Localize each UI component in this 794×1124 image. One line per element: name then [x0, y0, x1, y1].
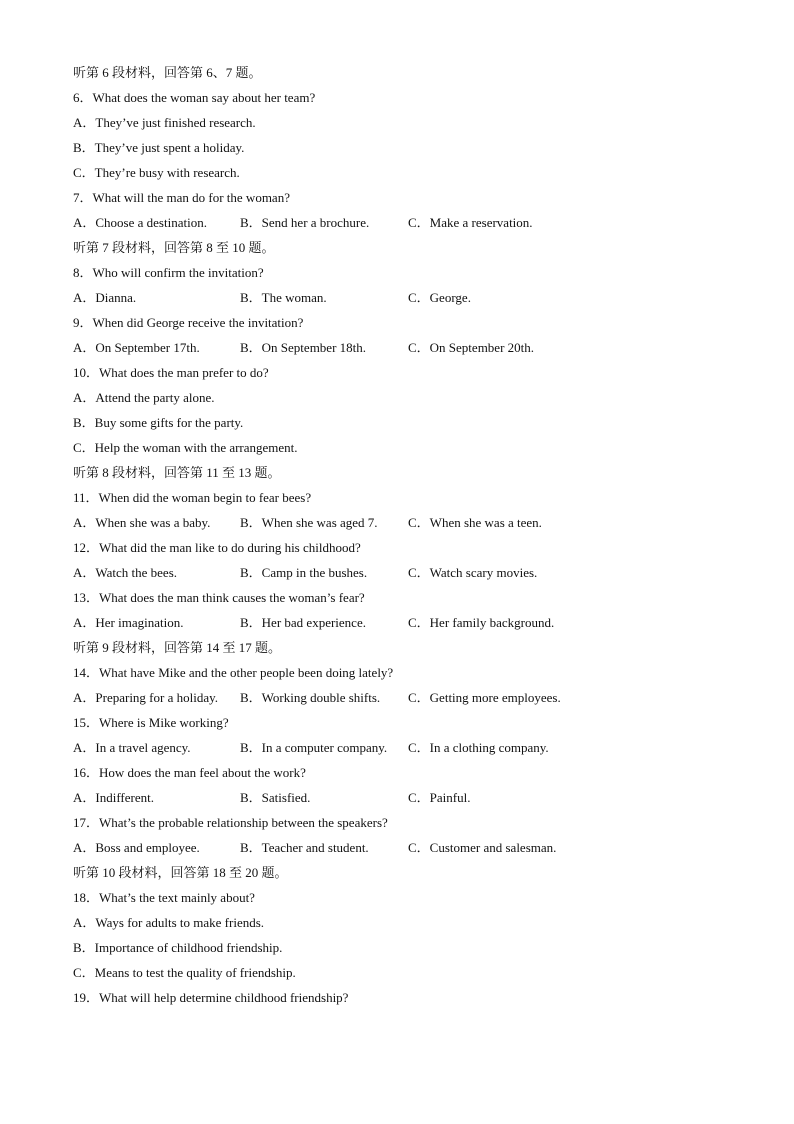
option-b: B．When she was aged 7.	[240, 515, 378, 530]
option-a: A．Watch the bees.	[73, 565, 178, 580]
option-line: B．Importance of childhood friendship.	[73, 940, 283, 955]
option-c: C．George.	[408, 290, 471, 305]
option-row	[73, 839, 773, 857]
section-heading: 听第 7 段材料，回答第 8 至 10 题。	[73, 240, 275, 255]
question-text: 6．What does the woman say about her team?	[73, 90, 316, 105]
question-text: 17．What’s the probable relationship between the speakers?	[73, 815, 388, 830]
question-text: 13．What does the man think causes the woman’s fear?	[73, 590, 365, 605]
question-text: 11．When did the woman begin to fear bees?	[73, 490, 312, 505]
option-a: A．On September 17th.	[73, 340, 200, 355]
option-b: B．On September 18th.	[240, 340, 367, 355]
option-row	[73, 689, 773, 707]
option-b: B．Working double shifts.	[240, 690, 381, 705]
option-a: A．In a travel agency.	[73, 740, 191, 755]
question-text: 10．What does the man prefer to do?	[73, 365, 269, 380]
question-text: 8．Who will confirm the invitation?	[73, 265, 264, 280]
option-b: B．Satisfied.	[240, 790, 311, 805]
option-line: A．They’ve just finished research.	[73, 115, 256, 130]
option-c: C．Make a reservation.	[408, 215, 533, 230]
option-c: C．Watch scary movies.	[408, 565, 538, 580]
option-a: A．Preparing for a holiday.	[73, 690, 219, 705]
option-a: A．Dianna.	[73, 290, 137, 305]
option-c: C．When she was a teen.	[408, 515, 542, 530]
option-row	[73, 564, 773, 582]
option-b: B．Send her a brochure.	[240, 215, 370, 230]
option-c: C．On September 20th.	[408, 340, 535, 355]
question-text: 18．What’s the text mainly about?	[73, 890, 255, 905]
section-heading: 听第 6 段材料，回答第 6、7 题。	[73, 65, 262, 80]
section-heading: 听第 10 段材料，回答第 18 至 20 题。	[73, 865, 288, 880]
option-row	[73, 739, 773, 757]
option-b: B．Camp in the bushes.	[240, 565, 368, 580]
option-line: C．Means to test the quality of friendship.	[73, 965, 296, 980]
option-line: B．They’ve just spent a holiday.	[73, 140, 245, 155]
option-a: A．Her imagination.	[73, 615, 184, 630]
option-c: C．In a clothing company.	[408, 740, 549, 755]
question-text: 19．What will help determine childhood friendship?	[73, 990, 349, 1005]
option-row	[73, 514, 773, 532]
option-a: A．Choose a destination.	[73, 215, 207, 230]
option-row	[73, 339, 773, 357]
option-b: B．In a computer company.	[240, 740, 388, 755]
option-a: A．Boss and employee.	[73, 840, 200, 855]
option-b: B．The woman.	[240, 290, 327, 305]
question-text: 16．How does the man feel about the work?	[73, 765, 306, 780]
question-text: 15．Where is Mike working?	[73, 715, 229, 730]
option-line: C．Help the woman with the arrangement.	[73, 440, 298, 455]
question-text: 14．What have Mike and the other people been doing lately?	[73, 665, 394, 680]
option-line: A．Attend the party alone.	[73, 390, 215, 405]
question-text: 12．What did the man like to do during his childhood?	[73, 540, 361, 555]
option-row	[73, 789, 773, 807]
option-line: B．Buy some gifts for the party.	[73, 415, 244, 430]
option-c: C．Customer and salesman.	[408, 840, 557, 855]
section-heading: 听第 9 段材料，回答第 14 至 17 题。	[73, 640, 282, 655]
option-c: C．Painful.	[408, 790, 471, 805]
question-text: 9．When did George receive the invitation?	[73, 315, 304, 330]
question-text: 7．What will the man do for the woman?	[73, 190, 290, 205]
option-row	[73, 214, 773, 232]
option-a: A．Indifferent.	[73, 790, 154, 805]
option-row	[73, 289, 773, 307]
option-b: B．Her bad experience.	[240, 615, 366, 630]
option-a: A．When she was a baby.	[73, 515, 211, 530]
section-heading: 听第 8 段材料，回答第 11 至 13 题。	[73, 465, 281, 480]
option-c: C．Her family background.	[408, 615, 555, 630]
option-c: C．Getting more employees.	[408, 690, 561, 705]
option-line: C．They’re busy with research.	[73, 165, 240, 180]
option-line: A．Ways for adults to make friends.	[73, 915, 265, 930]
option-b: B．Teacher and student.	[240, 840, 369, 855]
option-row	[73, 614, 773, 632]
